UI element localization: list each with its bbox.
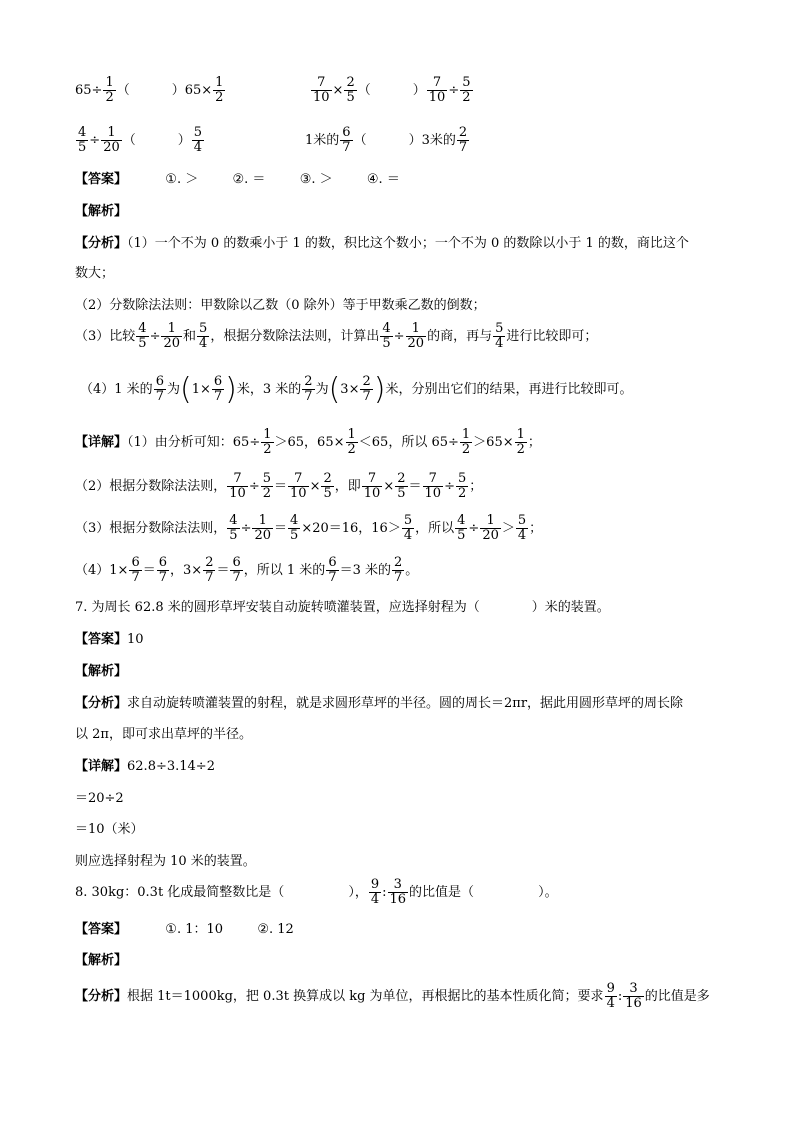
- q6-row2-right: 1米的 $\frac{6}{7}$ （ ）3米的 $\frac{2}{7}$: [305, 125, 468, 155]
- fenxi-tag: 【分析】: [75, 696, 128, 711]
- answer-tag: 【答案】: [75, 172, 128, 187]
- answer-1: ①. 1：10: [165, 922, 224, 937]
- answer-tag: 【答案】: [75, 632, 128, 647]
- q6-answer-line: [75, 170, 400, 190]
- q6-fenxi-4: （4）1 米的 $\frac{6}{7}$ 为(1× $\frac{6}{7}$ )米，3 米的 $\frac{2}{7}$ 为(3× $\frac{2}{7}$ )米，分别出它们的结果，再进行比较即可。: [80, 372, 633, 407]
- q7-fenxi-b: 以 2π，即可求出草坪的半径。: [75, 727, 252, 742]
- detail-tag: 【详解】: [75, 435, 128, 450]
- answer-2: ②. ＝: [232, 172, 266, 187]
- q7-question: 7. 为周长 62.8 米的圆形草坪安装自动旋转喷灌装置，应选择射程为（ ）米的装置。: [75, 600, 610, 615]
- q6-fenxi-1b: 数大；: [75, 266, 115, 281]
- analysis-tag: 【解析】: [75, 664, 128, 679]
- q6-fenxi-3: （3）比较 $\frac{4}{5}$ ÷ $\frac{1}{20}$ 和 $\frac{5}{4}$ ，根据分数除法法则，计算出 $\frac{4}{5}$ ÷ $\frac{1}{20}$ 的商，再与 $\frac{5}{4}$ 进行比较即可；: [75, 321, 598, 351]
- answer-value: 10: [127, 632, 144, 647]
- q6-fenxi-2: （2）分数除法法则：甲数除以乙数（0 除外）等于甲数乘乙数的倒数；: [75, 298, 486, 313]
- analysis-tag: 【解析】: [75, 204, 128, 219]
- q6-detail-3: （3）根据分数除法法则， $\frac{4}{5}$ ÷ $\frac{1}{20}$ ＝ $\frac{4}{5}$ ×20＝16，16＞ $\frac{5}{4}$ ，所以 $\frac{4}{5}$ ÷ $\frac{1}{20}$ ＞ $\frac{5}{4}$ ；: [75, 513, 543, 543]
- q7-detail-4: 则应选择射程为 10 米的装置。: [75, 854, 256, 869]
- q8-question: 8. 30kg：0.3t 化成最简整数比是（ ）， $\frac{9}{4}$ : $\frac{3}{16}$ 的比值是（ ）。: [75, 877, 558, 907]
- fenxi-tag: 【分析】: [75, 989, 128, 1004]
- q7-detail-2: ＝20÷2: [75, 791, 124, 806]
- q6-row2-left: $\frac{4}{5}$ ÷ $\frac{1}{20}$ （ ） $\frac{5}{4}$: [78, 125, 203, 155]
- q6-row1-left: 65÷ $\frac{1}{2}$ （ ）65× $\frac{1}{2}$: [75, 75, 224, 105]
- q6-detail-4: （4）1× $\frac{6}{7}$ ＝ $\frac{6}{7}$ ，3× $\frac{2}{7}$ ＝ $\frac{6}{7}$ ，所以 1 米的 $\frac{6}{7}$ ＝3 米的 $\frac{2}{7}$ 。: [75, 555, 419, 585]
- answer-1: ①. ＞: [165, 172, 199, 187]
- q6-fenxi-1a: [75, 234, 689, 254]
- fenxi-text: （1）一个不为 0 的数乘小于 1 的数，积比这个数小；一个不为 0 的数除以小于 1 的数，商比这个: [127, 236, 689, 251]
- q8-answer-line: [75, 920, 294, 940]
- answer-3: ③. ＞: [299, 172, 333, 187]
- analysis-tag: 【解析】: [75, 953, 128, 968]
- answer-tag: 【答案】: [75, 922, 128, 937]
- q7-detail-3: ＝10（米）: [75, 822, 144, 837]
- fenxi-tag: 【分析】: [75, 236, 128, 251]
- detail-text: 62.8÷3.14÷2: [127, 759, 215, 774]
- q7-detail-1: [75, 757, 215, 777]
- q6-row1-right: $\frac{7}{10}$ × $\frac{2}{5}$ （ ） $\frac{7}{10}$ ÷ $\frac{5}{2}$: [313, 75, 471, 105]
- q6-detail-1: 【详解】（1）由分析可知：65÷ $\frac{1}{2}$ ＞65，65× $\frac{1}{2}$ ＜65，所以 65÷ $\frac{1}{2}$ ＞65× $\frac{1}{2}$ ；: [75, 427, 541, 457]
- q7-fenxi-a: [75, 694, 683, 714]
- detail-tag: 【详解】: [75, 759, 128, 774]
- q6-detail-2: （2）根据分数除法法则， $\frac{7}{10}$ ÷ $\frac{5}{2}$ ＝ $\frac{7}{10}$ × $\frac{2}{5}$ ，即 $\frac{7}{10}$ × $\frac{2}{5}$ ＝ $\frac{7}{10}$ ÷ $\frac{5}{2}$ ；: [75, 471, 483, 501]
- q7-answer-line: [75, 630, 144, 650]
- q8-fenxi-a: 【分析】根据 1t＝1000kg，把 0.3t 换算成以 kg 为单位，再根据比的基本性质化简；要求 $\frac{9}{4}$ : $\frac{3}{16}$ 的比值是多: [75, 981, 710, 1011]
- answer-4: ④. ＝: [366, 172, 400, 187]
- answer-2: ②. 12: [257, 922, 294, 937]
- fenxi-text: 求自动旋转喷灌装置的射程，就是求圆形草坪的半径。圆的周长＝2πr，据此用圆形草坪的周长除: [127, 696, 684, 711]
